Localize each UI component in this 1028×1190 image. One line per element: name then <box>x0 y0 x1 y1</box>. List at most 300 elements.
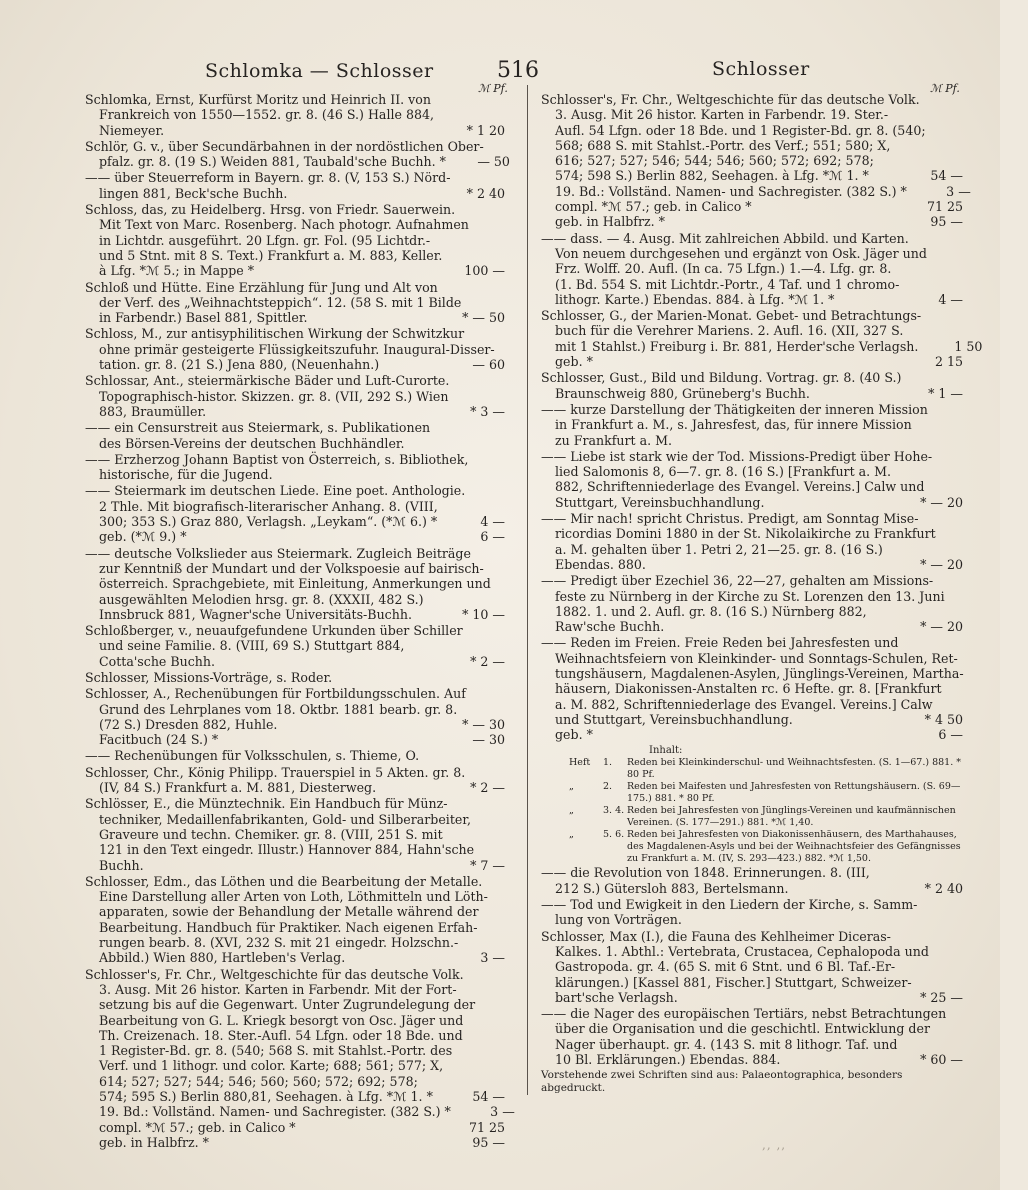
entry-text: 3. Ausg. Mit 26 histor. Karten in Farbendr. 19. Ster.- <box>555 107 889 123</box>
entry-line <box>85 170 505 185</box>
entry-line <box>85 654 505 669</box>
entry-price <box>933 573 997 588</box>
entry-line <box>85 858 505 873</box>
contents-item <box>541 781 963 805</box>
entry-line <box>541 433 963 448</box>
entry-line <box>541 990 963 1005</box>
right-column-entries <box>541 92 983 743</box>
entry-line <box>85 842 505 857</box>
entry-price: — 30 <box>472 732 505 748</box>
entry-price <box>958 651 1022 666</box>
entry-text: apparaten, sowie der Behandlung der Metalle während der <box>99 904 479 920</box>
entry-line <box>85 1074 505 1089</box>
entry-line <box>541 153 963 168</box>
catalog-entry <box>541 573 963 634</box>
entry-text: Schlosser, Gust., Bild und Bildung. Vortrag. gr. 8. (40 S.) <box>541 370 902 386</box>
entry-line <box>85 967 505 982</box>
entry-line <box>541 370 963 385</box>
entry-price <box>899 604 963 619</box>
entry-text: Braunschweig 880, Grüneberg's Buchh. <box>555 385 810 401</box>
entry-text: tation. gr. 8. (21 S.) Jena 880, (Neuenhahn.) <box>99 357 380 373</box>
entry-text: Raw'sche Buchh. <box>555 619 665 635</box>
entry-text: (1. Bd. 554 S. mit Lichtdr.-Portr., 4 Taf. und 1 chromo- <box>555 276 900 292</box>
entry-price: 71 25 <box>468 1119 505 1135</box>
entry-text: zur Kenntniß der Mundart und der Volkspoesie auf bairisch- <box>99 560 484 576</box>
entry-text: Mit Text von Marc. Rosenberg. Nach photogr. Aufnahmen <box>99 217 469 233</box>
entry-line <box>85 546 505 561</box>
entry-text: Schlosser, Chr., König Philipp. Trauerspiel in 5 Akten. gr. 8. <box>85 764 466 780</box>
entry-text: Schloß und Hütte. Eine Erzählung für Jung und Alt von <box>85 279 438 295</box>
entry-price <box>469 217 533 232</box>
entry-text: geb. in Halbfrz. * <box>99 1134 209 1150</box>
catalog-entry <box>85 452 505 483</box>
entry-price: * — 20 <box>920 494 963 510</box>
stray-marks: ,, ,, <box>762 1138 787 1152</box>
entry-price <box>441 592 505 607</box>
entry-text: —— ein Censurstreit aus Steiermark, s. Publikationen <box>85 420 431 436</box>
entry-line <box>85 357 505 372</box>
entry-price <box>899 277 963 292</box>
entry-line <box>85 139 505 154</box>
entry-price <box>443 827 507 842</box>
entry-text: Buchh. <box>99 857 144 873</box>
entry-text: ricordias Domini 1880 in der St. Nikolaikirche zu Frankfurt <box>555 526 936 542</box>
entry-price <box>464 326 528 341</box>
entry-price <box>927 246 991 261</box>
entry-price: * — 20 <box>920 619 963 635</box>
entry-text: —— Liebe ist stark wie der Tod. Missions-Predigt über Hohe- <box>541 448 933 464</box>
entry-line <box>541 92 963 107</box>
entry-text: Bearbeitung. Handbuch für Praktiker. Nach eigenen Erfah- <box>99 919 478 935</box>
entry-text: (IV, 84 S.) Frankfurt a. M. 881, Diesterweg. <box>99 780 377 796</box>
entry-price <box>463 623 527 638</box>
entry-line <box>541 199 963 214</box>
contents-text: Reden bei Jahresfesten von Jünglings-Vereinen und kaufmännischen Vereinen. (S. 177—291.) 881. *ℳ 1,40. <box>627 805 956 829</box>
entry-text: à Lfg. *ℳ 5.; in Mappe * <box>99 263 255 279</box>
entry-line <box>85 686 505 701</box>
contents-label: „ <box>569 805 574 817</box>
entry-line <box>85 812 505 827</box>
entry-price <box>464 967 528 982</box>
entry-text: —— deutsche Volkslieder aus Steiermark. Zugleich Beiträge <box>85 545 471 561</box>
entry-text: Cotta'sche Buchh. <box>99 653 216 669</box>
entry-text: 10 Bl. Erklärungen.) Ebendas. 884. <box>555 1052 781 1068</box>
entry-line <box>541 1037 963 1052</box>
catalog-entry <box>541 402 963 448</box>
catalog-entry <box>541 929 963 1005</box>
entry-text: und seine Familie. 8. (VIII, 69 S.) Stuttgart 884, <box>99 638 405 654</box>
entry-price: 3 — <box>946 183 971 199</box>
entry-text: lied Salomonis 8, 6—7. gr. 8. (16 S.) [Frankfurt a. M. <box>555 464 892 480</box>
contents-item <box>541 757 963 781</box>
entry-line <box>85 607 505 622</box>
contents-label: „ <box>569 829 574 841</box>
price-unit-right: ℳ Pf. <box>930 82 960 95</box>
entry-line <box>85 186 505 201</box>
entry-price <box>443 1058 507 1073</box>
entry-line <box>541 681 963 696</box>
entry-price <box>899 464 963 479</box>
page-number: 516 <box>497 58 539 83</box>
entry-price <box>917 897 981 912</box>
entry-price: * 2 40 <box>466 185 505 201</box>
entry-price <box>457 982 521 997</box>
entry-text: Aufl. 54 Lfgn. oder 18 Bde. und 1 Register-Bd. gr. 8. (540; <box>555 122 926 138</box>
entry-price <box>926 123 990 138</box>
entry-price <box>901 370 965 385</box>
catalog-entry <box>85 202 505 278</box>
entry-text: Schlossar, Ant., steiermärkische Bäder und Luft-Curorte. <box>85 373 450 389</box>
entry-line <box>85 827 505 842</box>
entry-text: Schlosser, A., Rechenübungen für Fortbildungsschulen. Auf <box>85 686 466 702</box>
entry-line <box>85 935 505 950</box>
entry-line <box>85 1013 505 1028</box>
entry-line <box>85 1135 505 1150</box>
entry-text: Niemeyer. <box>99 122 165 138</box>
entry-price <box>441 420 505 435</box>
entry-text: Bearbeitung von G. L. Kriegk besorgt von Osc. Jäger und <box>99 1012 464 1028</box>
entry-line <box>85 780 505 795</box>
entry-price <box>903 323 967 338</box>
entry-price: 3 — <box>480 950 505 966</box>
entry-line <box>85 280 505 295</box>
entry-text: über die Organisation und die geschichtl. Entwicklung der <box>555 1021 930 1037</box>
entry-line <box>541 168 963 183</box>
entry-text: 2 Thle. Mit biografisch-literarischer Anhang. 8. (VIII, <box>99 498 438 514</box>
entry-line <box>541 897 963 912</box>
entry-price: * 10 — <box>462 606 505 622</box>
entry-price: * 7 — <box>470 857 505 873</box>
entry-line <box>85 295 505 310</box>
entry-text: —— kurze Darstellung der Thätigkeiten der inneren Mission <box>541 401 928 417</box>
entry-line <box>541 1021 963 1036</box>
entry-line <box>541 865 963 880</box>
entry-text: 1 Register-Bd. gr. 8. (540; 568 S. mit Stahlst.-Portr. des <box>99 1043 453 1059</box>
entry-line <box>85 732 505 747</box>
entry-price: * — 20 <box>920 556 963 572</box>
catalog-entry <box>85 623 505 669</box>
entry-price <box>932 449 996 464</box>
entry-text: —— Mir nach! spricht Christus. Predigt, am Sonntag Mise- <box>541 511 919 527</box>
entry-line <box>85 904 505 919</box>
entry-line <box>85 420 505 435</box>
entry-price <box>441 467 505 482</box>
entry-price <box>899 959 963 974</box>
entry-price <box>928 402 992 417</box>
entry-price <box>484 561 548 576</box>
entry-line <box>85 982 505 997</box>
entry-price <box>450 170 514 185</box>
entry-price <box>964 666 1028 681</box>
entry-text: rungen bearb. 8. (XVI, 232 S. mit 21 eingedr. Holzschn.- <box>99 935 459 951</box>
entry-line <box>541 231 963 246</box>
entry-line <box>85 263 505 278</box>
entry-line <box>541 464 963 479</box>
entry-price: * 60 — <box>920 1052 963 1068</box>
entry-price <box>899 433 963 448</box>
catalog-entry <box>541 897 963 928</box>
entry-text: Frankreich von 1550—1552. gr. 8. (46 S.) Halle 884, <box>99 107 434 123</box>
catalog-entry <box>85 170 505 201</box>
entry-text: —— über Steuerreform in Bayern. gr. 8. (V, 153 S.) Nörd- <box>85 170 451 186</box>
entry-line <box>541 697 963 712</box>
catalog-entry <box>541 865 963 896</box>
entry-price <box>899 107 963 122</box>
entry-line <box>85 404 505 419</box>
entry-line <box>85 874 505 889</box>
running-head-left: Schlomka — Schlosser <box>205 60 434 82</box>
entry-price <box>463 1013 527 1028</box>
entry-line <box>85 92 505 107</box>
entry-line <box>85 467 505 482</box>
entry-price: 6 — <box>480 529 505 545</box>
entry-line <box>85 373 505 388</box>
entry-line <box>85 217 505 232</box>
catalog-entry <box>85 420 505 451</box>
entry-price: * 2 — <box>470 780 505 796</box>
entry-line <box>85 202 505 217</box>
entry-text: geb. * <box>555 354 593 370</box>
entry-line <box>541 417 963 432</box>
entry-text: 568; 688 S. mit Stahlst.-Portr. des Verf.; 551; 580; X, <box>555 137 891 153</box>
bleed-through-shadow <box>180 60 188 85</box>
entry-price: * 1 20 <box>466 122 505 138</box>
entry-price <box>457 702 521 717</box>
entry-line <box>85 499 505 514</box>
entry-line <box>541 107 963 122</box>
entry-text: in Farbendr.) Basel 881, Spittler. <box>99 310 308 326</box>
entry-text: —— die Revolution von 1848. Erinnerungen. 8. (III, <box>541 865 870 881</box>
entry-text: Topographisch-histor. Skizzen. gr. 8. (VII, 292 S.) Wien <box>99 388 449 404</box>
entry-line <box>541 138 963 153</box>
entry-text: techniker, Medaillenfabrikanten, Gold- und Silberarbeiter, <box>99 811 471 827</box>
catalog-entry <box>541 449 963 510</box>
entry-text: Schlosser's, Fr. Chr., Weltgeschichte für das deutsche Volk. <box>541 92 920 107</box>
entry-text: —— dass. — 4. Ausg. Mit zahlreichen Abbild. und Karten. <box>541 230 909 246</box>
entry-text: compl. *ℳ 57.; geb. in Calico * <box>99 1119 296 1135</box>
entry-line <box>541 386 963 401</box>
entry-price <box>899 261 963 276</box>
entry-price <box>441 499 505 514</box>
entry-line <box>85 1104 515 1120</box>
entry-price: 2 15 <box>934 354 963 370</box>
entry-price: 4 — <box>938 291 963 307</box>
entry-line <box>85 107 505 122</box>
entry-line <box>541 354 963 369</box>
entry-price <box>899 153 963 168</box>
entry-text: Kalkes. 1. Abthl.: Vertebrata, Crustacea, Cephalopoda und <box>555 943 929 959</box>
entry-price <box>479 904 543 919</box>
entry-price <box>448 796 512 811</box>
entry-price <box>899 542 963 557</box>
entry-price: 1 50 <box>954 338 983 354</box>
entry-price <box>933 697 997 712</box>
entry-line <box>541 449 963 464</box>
entry-price <box>899 912 963 927</box>
entry-line <box>85 670 505 685</box>
entry-text: 300; 353 S.) Graz 880, Verlagsh. „Leykam“. (*ℳ 6.) * <box>99 514 438 530</box>
contents-num: 3. 4. <box>603 805 625 817</box>
entry-text: Schlomka, Ernst, Kurfürst Moritz und Heinrich II. von <box>85 92 431 107</box>
entry-price <box>466 686 530 701</box>
entry-line <box>541 511 963 526</box>
entry-text: Schloss, das, zu Heidelberg. Hrsg. von Friedr. Sauerwein. <box>85 202 456 218</box>
entry-text: Graveure und techn. Chemiker. gr. 8. (VIII, 251 S. mit <box>99 826 443 842</box>
entry-price: 3 — <box>490 1104 515 1120</box>
entry-text: zu Frankfurt a. M. <box>555 432 673 448</box>
entry-line <box>85 310 505 325</box>
entry-price: — 60 <box>472 357 505 373</box>
entry-price <box>441 107 505 122</box>
entry-text: 121 in den Text eingedr. Illustr.) Hannover 884, Hahn'sche <box>99 842 475 858</box>
catalog-entry <box>85 326 505 372</box>
entry-line <box>541 526 963 541</box>
catalog-entry <box>541 635 963 742</box>
entry-line <box>85 920 505 935</box>
entry-line <box>85 638 505 653</box>
entry-text: 616; 527; 527; 546; 544; 546; 560; 572; 692; 578; <box>555 153 874 169</box>
entry-price <box>441 748 505 763</box>
entry-line <box>541 944 963 959</box>
catalog-entry <box>85 546 505 622</box>
entry-price <box>899 138 963 153</box>
entry-text: Frz. Wolff. 20. Aufl. (In ca. 75 Lfgn.) 1.—4. Lfg. gr. 8. <box>555 261 892 277</box>
entry-text: Th. Creizenach. 18. Ster.-Aufl. 54 Lfgn. oder 18 Bde. und <box>99 1027 463 1043</box>
entry-price <box>458 935 522 950</box>
entry-text: 3. Ausg. Mit 26 histor. Karten in Farbendr. Mit der Fort- <box>99 981 457 997</box>
entry-text: compl. *ℳ 57.; geb. in Calico * <box>555 199 752 215</box>
entry-price: 54 — <box>472 1089 505 1104</box>
entry-text: des Börsen-Vereins der deutschen Buchhändler. <box>99 435 405 451</box>
entry-price <box>920 92 984 107</box>
entry-line <box>85 623 505 638</box>
entry-line <box>541 277 963 292</box>
entry-text: ausgewählten Melodien hrsg. gr. 8. (XXXII, 482 S.) <box>99 591 424 607</box>
entry-text: lithogr. Karte.) Ebendas. 884. à Lfg. *ℳ 1. * <box>555 291 835 307</box>
entry-price <box>441 1074 505 1089</box>
entry-line <box>541 338 983 354</box>
left-column <box>85 92 515 1151</box>
entry-text: Schloss, M., zur antisyphilitischen Wirkung der Schwitzkur <box>85 326 465 342</box>
catalog-entry <box>85 92 505 138</box>
catalog-entry <box>85 796 505 872</box>
entry-text: 614; 527; 527; 544; 546; 560; 560; 572; 692; 578; <box>99 1073 418 1089</box>
entry-text: Schlosser, Missions-Vorträge, s. Roder. <box>85 669 333 685</box>
entry-price <box>455 202 519 217</box>
entry-line <box>85 154 510 170</box>
entry-line <box>541 557 963 572</box>
entry-price: * 3 — <box>470 403 505 419</box>
entry-text: Von neuem durchgesehen und ergänzt von Osk. Jäger und <box>555 245 927 261</box>
entry-price <box>475 997 539 1012</box>
entry-price <box>465 765 529 780</box>
entry-text: Schlosser, Max (I.), die Fauna des Kehlheimer Diceras- <box>541 928 891 944</box>
right-column <box>541 92 983 1095</box>
entry-text: Stuttgart, Vereinsbuchhandlung. <box>555 494 765 510</box>
entry-line <box>85 436 505 451</box>
contents-heading: Inhalt: <box>649 745 683 757</box>
entry-text: a. M. 882, Schriftenniederlage des Evangel. Vereins.] Calw <box>555 696 933 712</box>
entry-text: geb. * <box>555 727 593 743</box>
entry-text: tungshäusern, Magdalenen-Asylen, Jünglings-Vereinen, Martha- <box>555 665 964 681</box>
entry-line <box>541 323 963 338</box>
entry-price: * 2 40 <box>924 880 963 896</box>
entry-text: 574; 595 S.) Berlin 880,81, Seehagen. à Lfg. *ℳ 1. * <box>99 1089 433 1104</box>
entry-line <box>85 748 505 763</box>
contents-item <box>541 805 963 829</box>
entry-price <box>912 975 976 990</box>
entry-price <box>484 139 548 154</box>
entry-line <box>541 589 963 604</box>
entry-line <box>541 402 963 417</box>
entry-price <box>942 681 1006 696</box>
entry-line <box>541 929 963 944</box>
entry-price <box>936 526 1000 541</box>
catalog-entry <box>85 765 505 796</box>
entry-line <box>85 248 505 263</box>
entry-price <box>449 373 513 388</box>
entry-price: 54 — <box>930 168 963 184</box>
entry-line <box>85 483 505 498</box>
entry-price: * 2 — <box>470 653 505 669</box>
entry-price <box>482 874 546 889</box>
entry-price: 4 — <box>480 514 505 530</box>
entry-price <box>946 1006 1010 1021</box>
entry-text: Eine Darstellung aller Arten von Loth, Löthmitteln und Löth- <box>99 889 488 905</box>
entry-price: * 1 — <box>928 385 963 401</box>
entry-line <box>85 997 505 1012</box>
entry-line <box>85 389 505 404</box>
entry-price <box>441 280 505 295</box>
entry-price <box>918 511 982 526</box>
entry-line <box>541 727 963 742</box>
entry-line <box>541 975 963 990</box>
catalog-entry <box>85 483 505 544</box>
entry-price: 100 — <box>464 263 505 279</box>
contents-label: „ <box>569 781 574 793</box>
entry-price <box>448 389 512 404</box>
entry-price <box>471 812 535 827</box>
footnote: Vorstehende zwei Schriften sind aus: Palaeontographica, besonders abgedruckt. <box>541 1069 903 1095</box>
entry-price <box>899 865 963 880</box>
entry-price: * — 30 <box>462 716 505 732</box>
entry-text: 19. Bd.: Vollständ. Namen- und Sachregister. (382 S.) * <box>555 183 907 199</box>
entry-price <box>441 233 505 248</box>
entry-line <box>541 604 963 619</box>
entry-price: 95 — <box>472 1134 505 1150</box>
catalog-entry <box>85 280 505 326</box>
entry-price <box>474 842 538 857</box>
entry-line <box>541 912 963 927</box>
contents-text: Reden bei Maifesten und Jahresfesten von Rettungshäusern. (S. 69—175.) 881. * 80 Pf. <box>627 781 961 805</box>
entry-line <box>85 889 505 904</box>
entry-text: historische, für die Jugend. <box>99 467 273 483</box>
entry-text: buch für die Verehrer Mariens. 2. Aufl. 16. (XII, 327 S. <box>555 323 904 339</box>
price-unit-left: ℳ Pf. <box>478 82 508 95</box>
entry-line <box>85 1089 505 1104</box>
entry-price <box>461 295 525 310</box>
entry-line <box>85 576 505 591</box>
entry-text: bart'sche Verlagsh. <box>555 989 678 1005</box>
entry-price <box>471 546 535 561</box>
entry-line <box>85 452 505 467</box>
entry-text: —— Tod und Ewigkeit in den Liedern der Kirche, s. Samm- <box>541 897 918 913</box>
entry-price <box>441 670 505 685</box>
entry-text: Schlosser, Edm., das Löthen und die Bearbeitung der Metalle. <box>85 873 483 889</box>
entry-text: Grund des Lehrplanes vom 18. Oktbr. 1881 bearb. gr. 8. <box>99 701 458 717</box>
contents-num: 1. <box>603 757 613 769</box>
contents-text: Reden bei Jahresfesten von Diakonissenhäusern, des Marthahauses, des Magdalenen-Asyls und bei der Weihnachtsfeier des Gefängnisses zu Frankfurt a. M. (IV, S. 293—423.) 882. *ℳ 1,50. <box>627 829 961 865</box>
